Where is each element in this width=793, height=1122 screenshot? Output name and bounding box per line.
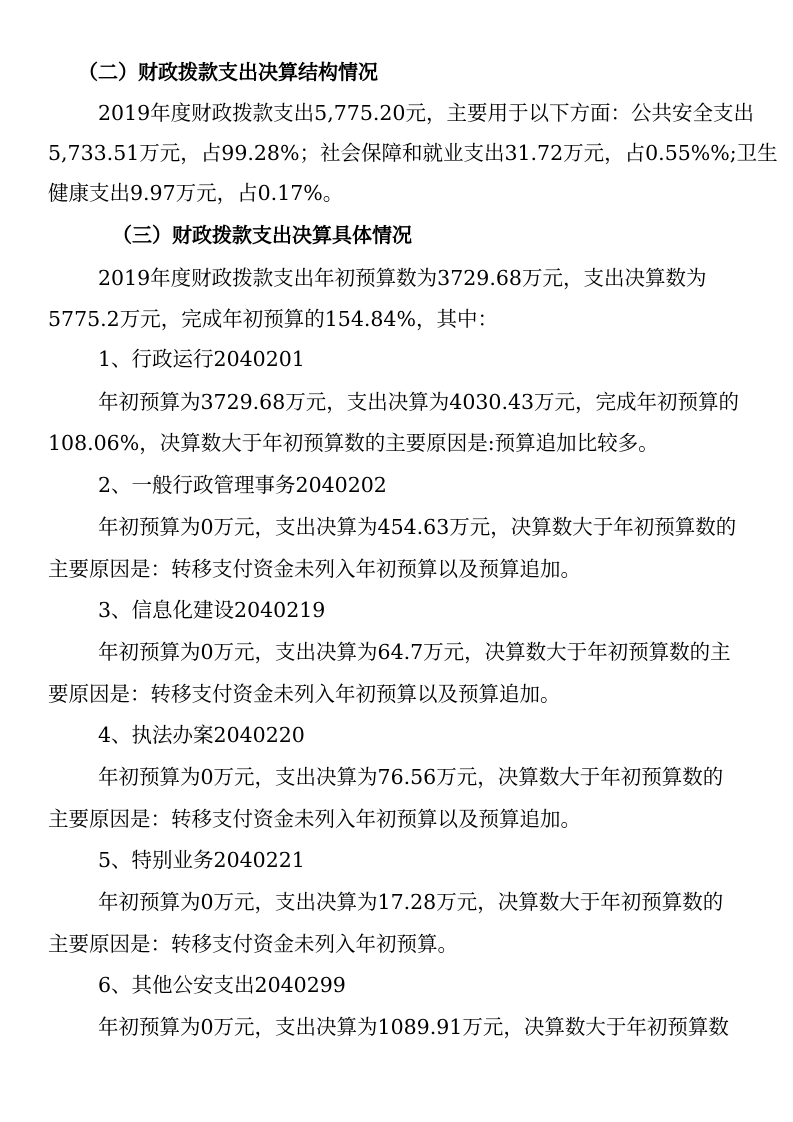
paragraph-line: 年初预算为0万元，支出决算为64.7万元，决算数大于年初预算数的主 [98, 640, 731, 664]
paragraph-line: 年初预算为0万元，支出决算为1089.91万元，决算数大于年初预算数 [98, 1015, 729, 1039]
paragraph-line: 主要原因是：转移支付资金未列入年初预算。 [48, 932, 458, 956]
paragraph-line: 108.06%，决算数大于年初预算数的主要原因是:预算追加比较多。 [48, 431, 659, 455]
item-heading: 4、执法办案2040220 [98, 723, 305, 747]
paragraph-line: 2019年度财政拨款支出5,775.20元，主要用于以下方面：公共安全支出 [98, 101, 754, 125]
paragraph-line: 要原因是：转移支付资金未列入年初预算以及预算追加。 [48, 682, 561, 706]
paragraph-line: 年初预算为0万元，支出决算为76.56万元，决算数大于年初预算数的 [98, 765, 724, 789]
paragraph-line: 年初预算为3729.68万元，支出决算为4030.43万元，完成年初预算的 [98, 390, 740, 414]
item-heading: 5、特别业务2040221 [98, 848, 305, 872]
paragraph-line: 年初预算为0万元，支出决算为17.28万元，决算数大于年初预算数的 [98, 890, 724, 914]
paragraph-line: 5775.2万元，完成年初预算的154.84%，其中： [48, 307, 498, 331]
item-heading: 3、信息化建设2040219 [98, 598, 326, 622]
paragraph-line: 年初预算为0万元，支出决算为454.63万元，决算数大于年初预算数的 [98, 515, 737, 539]
item-heading: 6、其他公安支出2040299 [98, 973, 346, 997]
section-3-title: （三）财政拨款支出决算具体情况 [112, 223, 412, 247]
paragraph-line: 主要原因是：转移支付资金未列入年初预算以及预算追加。 [48, 557, 581, 581]
item-heading: 1、行政运行2040201 [98, 347, 305, 371]
item-heading: 2、一般行政管理事务2040202 [98, 473, 387, 497]
paragraph-line: 2019年度财政拨款支出年初预算数为3729.68万元，支出决算数为 [98, 266, 707, 290]
paragraph-line: 主要原因是：转移支付资金未列入年初预算以及预算追加。 [48, 807, 581, 831]
paragraph-line: 健康支出9.97万元，占0.17%。 [48, 181, 344, 205]
paragraph-line: 5,733.51万元，占99.28%；社会保障和就业支出31.72万元，占0.55%%;卫生 [48, 141, 778, 165]
section-2-title: （二）财政拨款支出决算结构情况 [78, 60, 378, 84]
